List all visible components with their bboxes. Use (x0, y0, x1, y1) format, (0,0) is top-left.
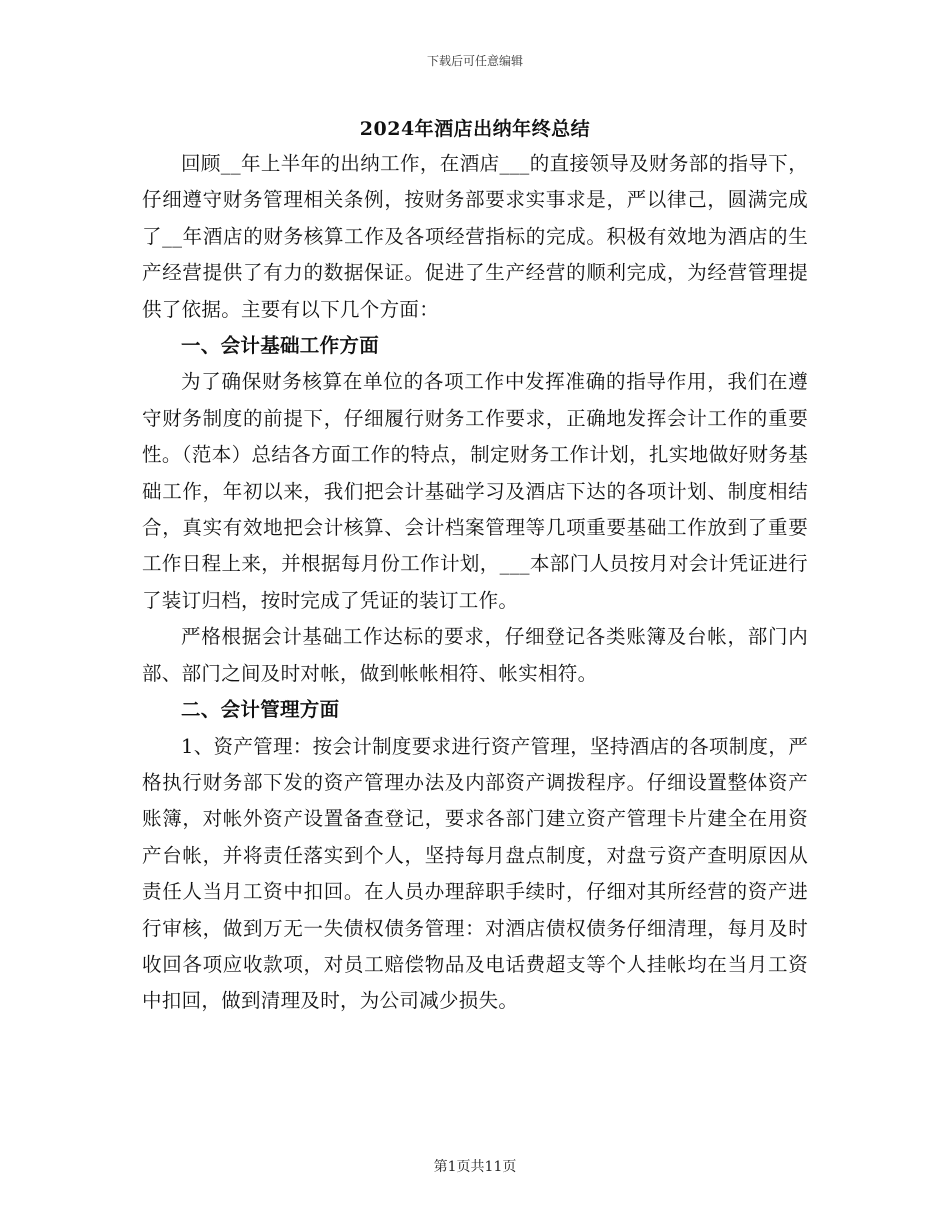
paragraph-asset-management: 1、资产管理：按会计制度要求进行资产管理，坚持酒店的各项制度，严格执行财务部下发的资产管理办法及内部资产调拨程序。仔细设置整体资产账簿，对帐外资产设置备查登记，要求各部门建立资产管理卡片建全在用资产台帐，并将责任落实到个人，坚持每月盘点制度，对盘亏资产查明原因从责任人当月工资中扣回。在人员办理辞职手续时，仔细对其所经营的资产进行审核，做到万无一失债权债务管理：对酒店债权债务仔细清理，每月及时收回各项应收款项，对员工赔偿物品及电话费超支等个人挂帐均在当月工资中扣回，做到清理及时，为公司减少损失。 (142, 734, 808, 1013)
header-note: 下载后可任意编辑 (426, 54, 523, 68)
section-heading-accounting-management: 二、会计管理方面 (181, 698, 340, 722)
paragraph-intro: 回顾__年上半年的出纳工作，在酒店___的直接领导及财务部的指导下，仔细遵守财务管理相关条例，按财务部要求实事求是，严以律己，圆满完成了__年酒店的财务核算工作及各项经营指标的完成。积极有效地为酒店的生产经营提供了有力的数据保证。促进了生产经营的顺利完成，为经营管理提供了依据。主要有以下几个方面： (142, 152, 808, 321)
paragraph-accounting-basics: 为了确保财务核算在单位的各项工作中发挥准确的指导作用，我们在遵守财务制度的前提下，仔细履行财务工作要求，正确地发挥会计工作的重要性。（范本）总结各方面工作的特点，制定财务工作计划，扎实地做好财务基础工作，年初以来，我们把会计基础学习及酒店下达的各项计划、制度相结合，真实有效地把会计核算、会计档案管理等几项重要基础工作放到了重要工作日程上来，并根据每月份工作计划，___本部门人员按月对会计凭证进行了装订归档，按时完成了凭证的装订工作。 (142, 370, 808, 612)
document-body (142, 146, 808, 1020)
section-heading-accounting-basics: 一、会计基础工作方面 (181, 334, 380, 358)
page-number: 第1页共11页 (433, 1159, 517, 1175)
document-title: 2024年酒店出纳年终总结 (359, 118, 591, 140)
paragraph-ledger-reconciliation: 严格根据会计基础工作达标的要求，仔细登记各类账簿及台帐，部门内部、部门之间及时对帐，做到帐帐相符、帐实相符。 (142, 625, 808, 685)
